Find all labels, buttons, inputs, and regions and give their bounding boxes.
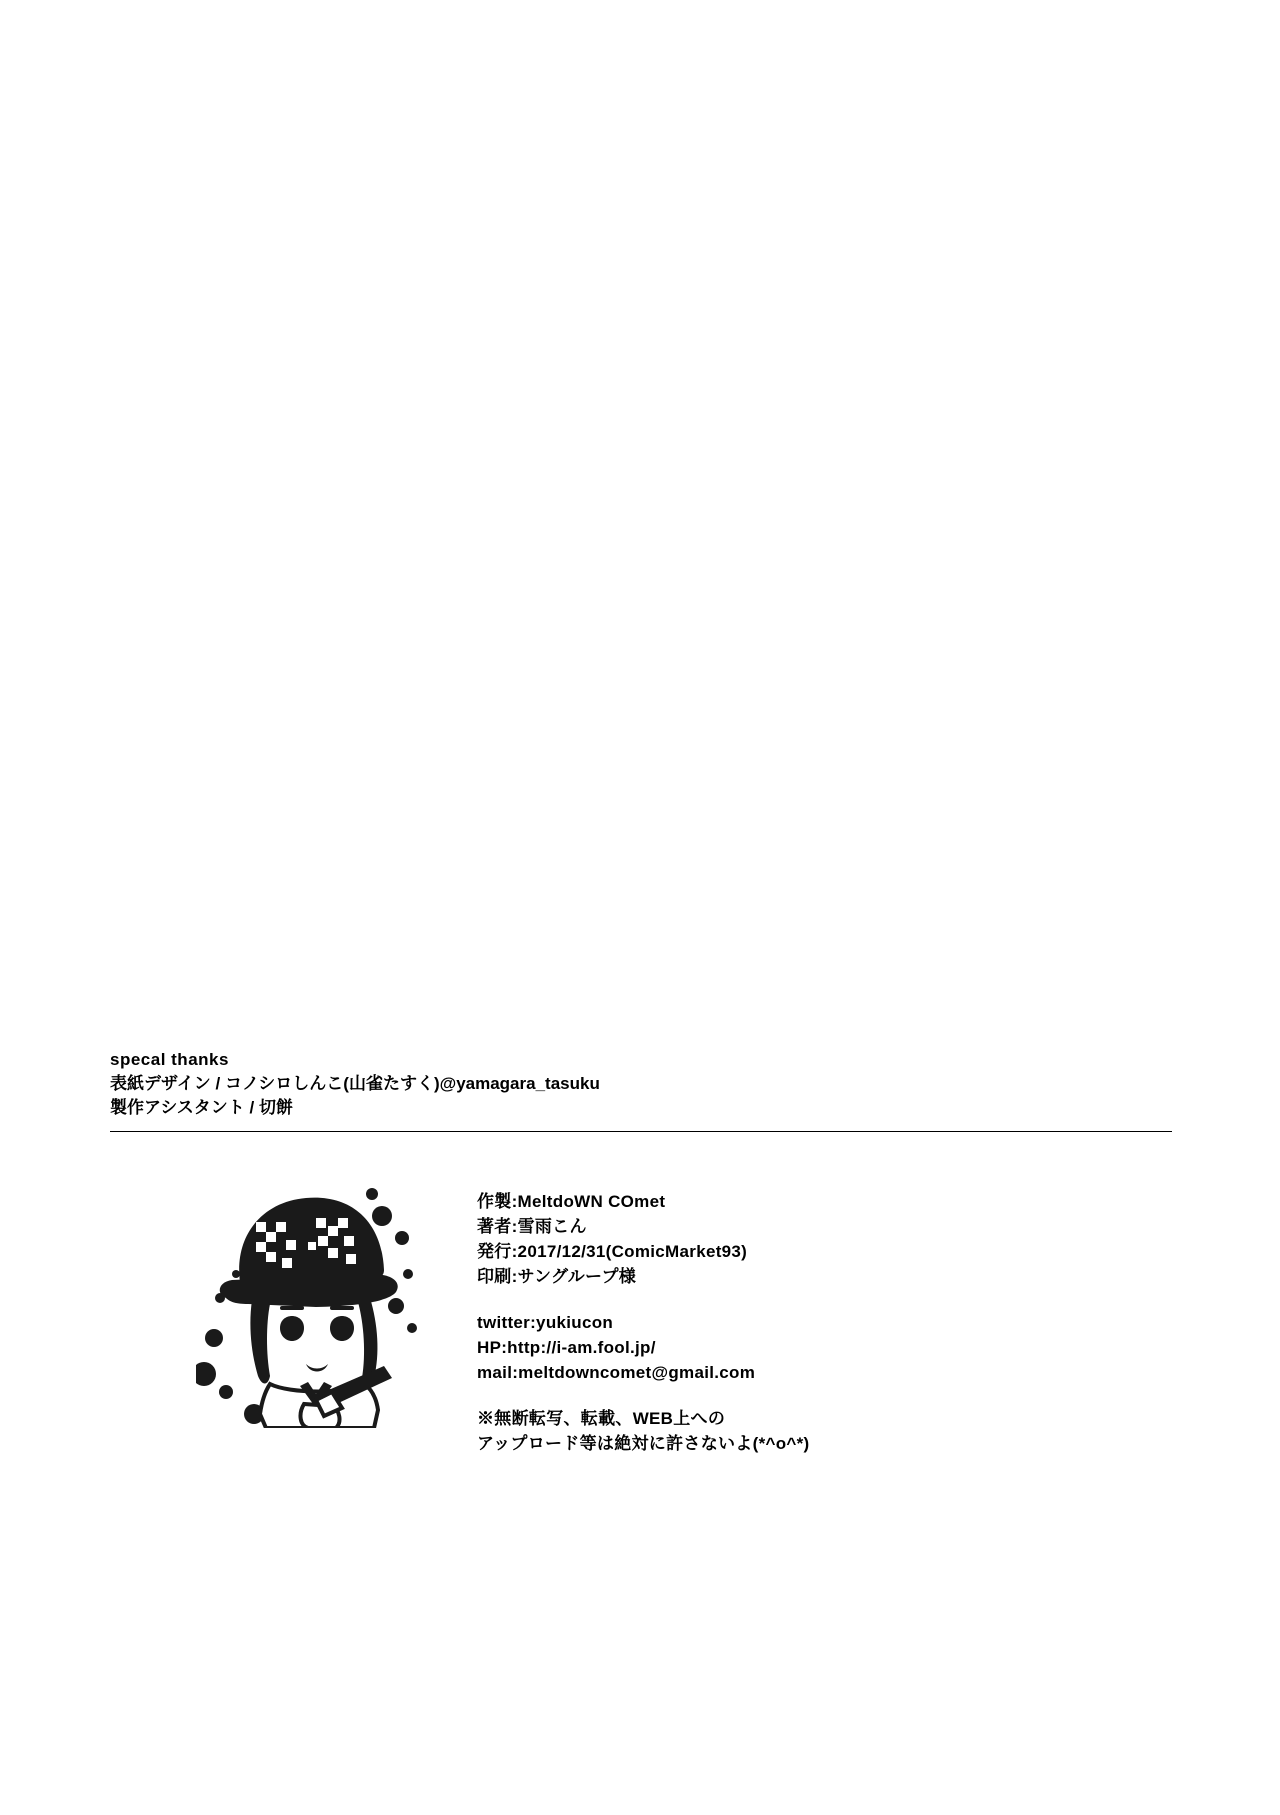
special-thanks-heading: specal thanks bbox=[110, 1050, 229, 1069]
special-thanks-line-1: 表紙デザイン / コノシロしんこ(山雀たすく)@yamagara_tasuku bbox=[110, 1074, 600, 1093]
colophon-mail: mail:meltdowncomet@gmail.com bbox=[477, 1363, 756, 1382]
special-thanks-line-2: 製作アシスタント / 切餅 bbox=[110, 1098, 293, 1117]
colophon-contact-group bbox=[477, 1310, 1097, 1385]
horizontal-divider bbox=[110, 1131, 1172, 1132]
colophon-notice-line-1: ※無断転写、転載、WEB上への bbox=[477, 1409, 726, 1428]
colophon-homepage: HP:http://i-am.fool.jp/ bbox=[477, 1338, 656, 1357]
colophon-author: 著者:雪雨こん bbox=[477, 1217, 587, 1236]
colophon-publication-date: 発行:2017/12/31(ComicMarket93) bbox=[477, 1242, 748, 1261]
colophon-notice-group bbox=[477, 1406, 1097, 1456]
chibi-girl-with-cap-illustration bbox=[196, 1178, 436, 1428]
colophon-printer: 印刷:サングループ様 bbox=[477, 1267, 637, 1286]
colophon-twitter: twitter:yukiucon bbox=[477, 1313, 614, 1332]
special-thanks-block bbox=[110, 1048, 1170, 1120]
colophon-block bbox=[477, 1189, 1097, 1456]
colophon-production: 作製:MeltdoWN COmet bbox=[477, 1192, 666, 1211]
colophon-notice-line-2: アップロード等は絶対に許さないよ(*^o^*) bbox=[477, 1434, 810, 1453]
colophon-credits-group bbox=[477, 1189, 1097, 1289]
